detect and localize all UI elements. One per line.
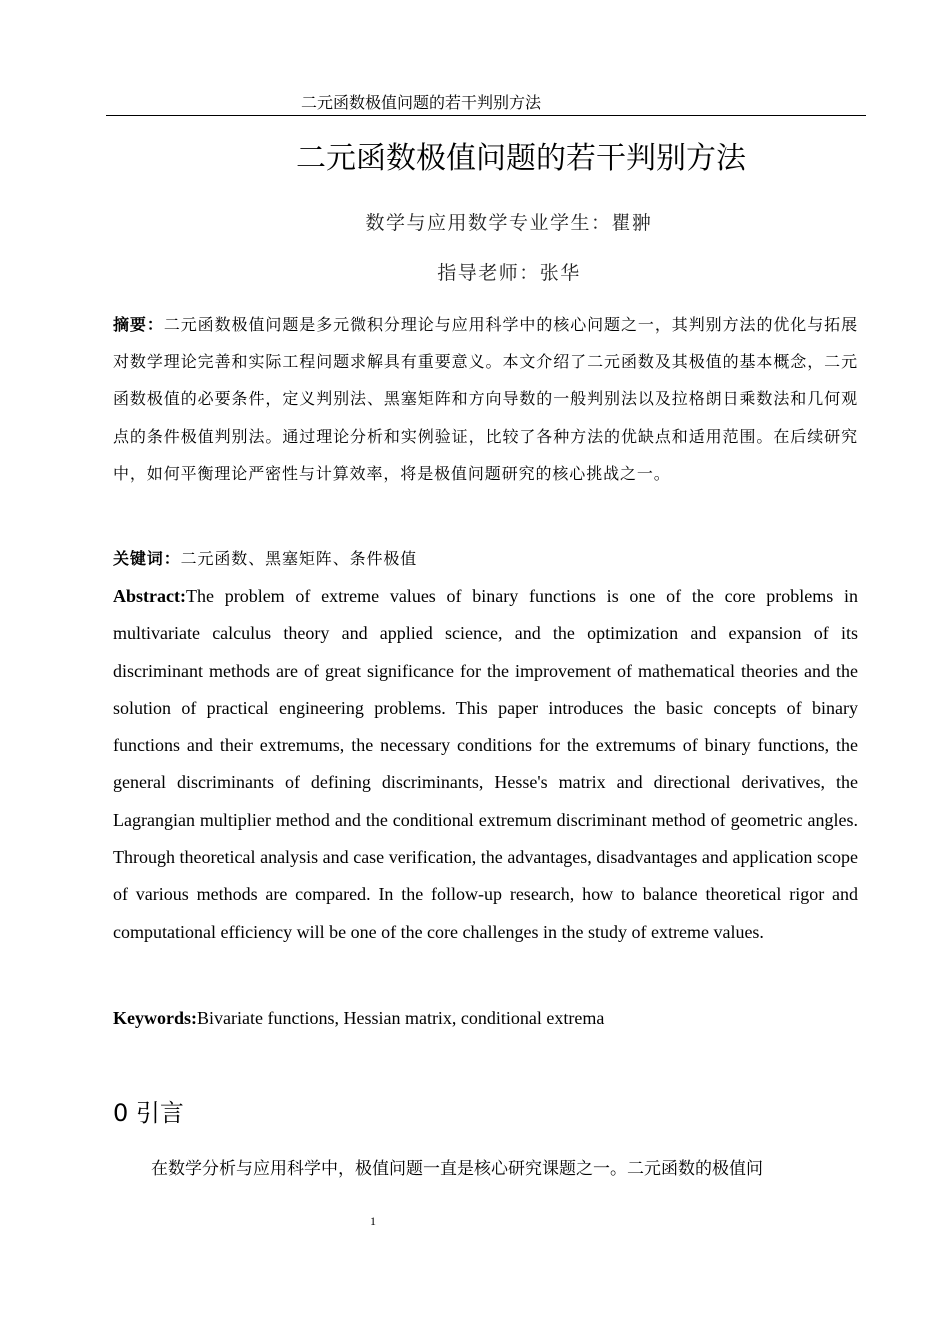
english-keywords: [113, 1000, 858, 1037]
introduction-paragraph: 在数学分析与应用科学中，极值问题一直是核心研究课题之一。二元函数的极值问: [151, 1159, 763, 1179]
chinese-abstract-label: 摘要：: [113, 315, 164, 334]
chinese-keywords-text: 二元函数、黑塞矩阵、条件极值: [180, 549, 418, 568]
chinese-keywords: [113, 540, 858, 577]
page-number: 1: [370, 1214, 376, 1228]
author-line: 数学与应用数学专业学生：瞿翀: [365, 212, 653, 234]
english-keywords-label: Keywords:: [113, 1008, 197, 1028]
english-abstract: [113, 578, 858, 951]
english-abstract-label: Abstract:: [113, 586, 186, 606]
chinese-abstract-text: 二元函数极值问题是多元微积分理论与应用科学中的核心问题之一，其判别方法的优化与拓展对数学理论完善和实际工程问题求解具有重要意义。本文介绍了二元函数及其极值的基本概念，二元函数极值的必要条件，定义判别法、黑塞矩阵和方向导数的一般判别法以及拉格朗日乘数法和几何观点的条件极值判别法。通过理论分析和实例验证，比较了各种方法的优缺点和适用范围。在后续研究中，如何平衡理论严密性与计算效率，将是极值问题研究的核心挑战之一。: [113, 315, 859, 483]
english-keywords-text: Bivariate functions, Hessian matrix, conditional extrema: [197, 1008, 605, 1028]
page-title: 二元函数极值问题的若干判别方法: [296, 141, 746, 176]
chinese-keywords-label: 关键词：: [113, 549, 181, 568]
advisor-line: 指导老师：张华: [437, 262, 581, 284]
chinese-abstract: [113, 306, 858, 492]
header-rule: [106, 115, 866, 116]
section-heading-introduction: 0 引言: [113, 1099, 184, 1127]
running-header: 二元函数极值问题的若干判别方法: [301, 93, 542, 112]
english-abstract-text: The problem of extreme values of binary functions is one of the core problems in multivariate calculus theory and applied science, and the optimization and expansion of its discriminant methods are of great significance for the improvement of mathematical theories and the solution of practical engineering problems. This paper introduces the basic concepts of binary functions and their extremums, the necessary conditions for the extremums of binary functions, the general discriminants of defining discriminants, Hesse's matrix and directional derivatives, the Lagrangian multiplier method and the conditional extremum discriminant method of geometric angles. Through theoretical analysis and case verification, the advantages, disadvantages and application scope of various methods are compared. In the follow-up research, how to balance theoretical rigor and computational efficiency will be one of the core challenges in the study of extreme values.: [113, 586, 858, 942]
